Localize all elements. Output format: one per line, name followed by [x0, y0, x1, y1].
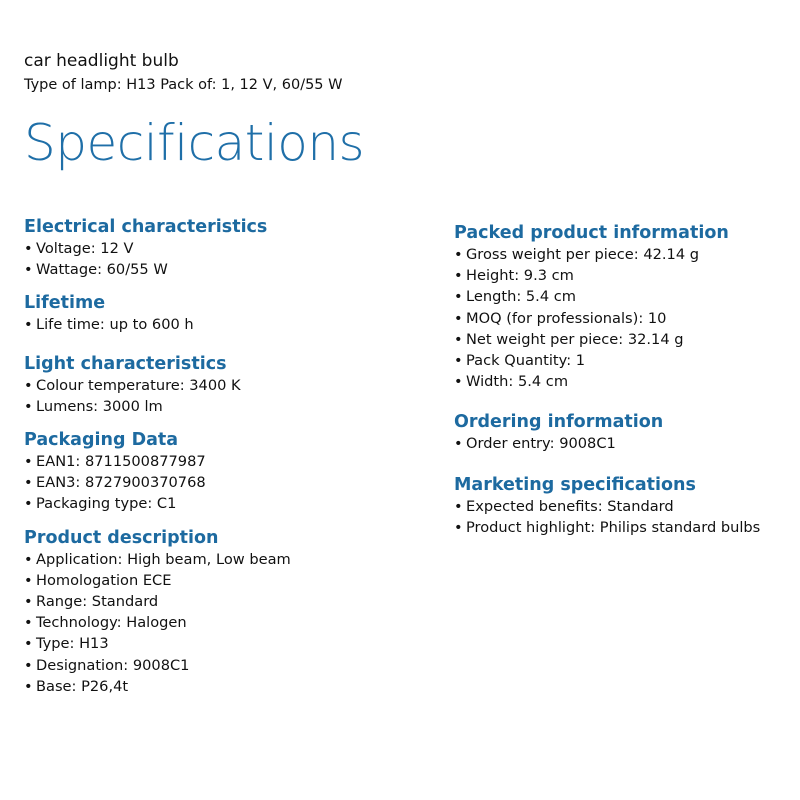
- spec-item: • Base: P26,4t: [24, 676, 424, 697]
- spec-item: • Homologation ECE: [24, 570, 424, 591]
- spec-item: • Height: 9.3 cm: [454, 265, 794, 286]
- spec-item: • Product highlight: Philips standard bulbs: [454, 517, 794, 538]
- product-name: car headlight bulb: [24, 51, 179, 71]
- spec-item: • Length: 5.4 cm: [454, 286, 794, 307]
- section-lifetime: [24, 292, 424, 335]
- section-heading: Light characteristics: [24, 353, 227, 374]
- bullet-icon: •: [24, 376, 33, 394]
- bullet-icon: •: [24, 635, 33, 653]
- section-product-description: [24, 527, 424, 697]
- section-heading: Ordering information: [454, 412, 664, 433]
- bullet-icon: •: [454, 267, 463, 285]
- section-marketing: [454, 474, 794, 538]
- bullet-icon: •: [24, 571, 33, 589]
- bullet-icon: •: [24, 397, 33, 415]
- bullet-icon: •: [454, 330, 463, 348]
- section-heading: Product description: [24, 527, 219, 548]
- bullet-icon: •: [24, 474, 33, 492]
- section-heading: Marketing specifications: [454, 474, 696, 495]
- bullet-icon: •: [454, 288, 463, 306]
- spec-item: • Gross weight per piece: 42.14 g: [454, 244, 794, 265]
- bullet-icon: •: [24, 453, 33, 471]
- bullet-icon: •: [24, 593, 33, 611]
- bullet-icon: •: [24, 495, 33, 513]
- spec-item: • EAN3: 8727900370768: [24, 472, 424, 493]
- bullet-icon: •: [454, 518, 463, 536]
- bullet-icon: •: [24, 240, 33, 257]
- spec-item: • MOQ (for professionals): 10: [454, 308, 794, 329]
- spec-item: • Range: Standard: [24, 591, 424, 612]
- spec-item: • EAN1: 8711500877987: [24, 451, 424, 472]
- bullet-icon: •: [24, 677, 33, 695]
- bullet-icon: •: [24, 550, 33, 568]
- section-heading: Lifetime: [24, 293, 106, 314]
- spec-item: • Lumens: 3000 lm: [24, 396, 424, 417]
- product-subtitle: Type of lamp: H13 Pack of: 1, 12 V, 60/55 W: [24, 77, 343, 93]
- bullet-icon: •: [454, 435, 463, 453]
- spec-item: • Packaging type: C1: [24, 493, 424, 514]
- spec-item: • Order entry: 9008C1: [454, 433, 794, 454]
- spec-item: • Net weight per piece: 32.14 g: [454, 329, 794, 350]
- bullet-icon: •: [24, 316, 33, 334]
- spec-item: • Pack Quantity: 1: [454, 350, 794, 371]
- section-heading: Packaging Data: [24, 430, 179, 451]
- spec-item: • Voltage: 12 V: [24, 238, 424, 259]
- section-heading: Packed product information: [454, 223, 729, 243]
- bullet-icon: •: [454, 497, 463, 515]
- spec-item: • Designation: 9008C1: [24, 655, 424, 676]
- section-packed-product: [454, 222, 794, 392]
- spec-item: • Type: H13: [24, 633, 424, 654]
- bullet-icon: •: [454, 246, 463, 263]
- spec-item: • Life time: up to 600 h: [24, 314, 424, 335]
- spec-item: • Expected benefits: Standard: [454, 496, 794, 517]
- bullet-icon: •: [24, 614, 33, 632]
- bullet-icon: •: [454, 373, 463, 391]
- right-column: [454, 222, 794, 557]
- section-light: [24, 353, 424, 417]
- spec-item: • Technology: Halogen: [24, 612, 424, 633]
- bullet-icon: •: [454, 352, 463, 370]
- spec-item: • Width: 5.4 cm: [454, 371, 794, 392]
- bullet-icon: •: [24, 261, 33, 279]
- left-column: [24, 216, 424, 709]
- section-electrical: [24, 216, 424, 280]
- spec-item: • Wattage: 60/55 W: [24, 259, 424, 280]
- section-packaging: [24, 429, 424, 515]
- section-heading: Electrical characteristics: [24, 217, 268, 237]
- section-ordering: [454, 411, 794, 454]
- page-header: [24, 50, 342, 95]
- bullet-icon: •: [24, 656, 33, 674]
- bullet-icon: •: [454, 309, 463, 327]
- spec-item: • Application: High beam, Low beam: [24, 549, 424, 570]
- spec-item: • Colour temperature: 3400 K: [24, 375, 424, 396]
- page-title: Specifications: [24, 114, 365, 172]
